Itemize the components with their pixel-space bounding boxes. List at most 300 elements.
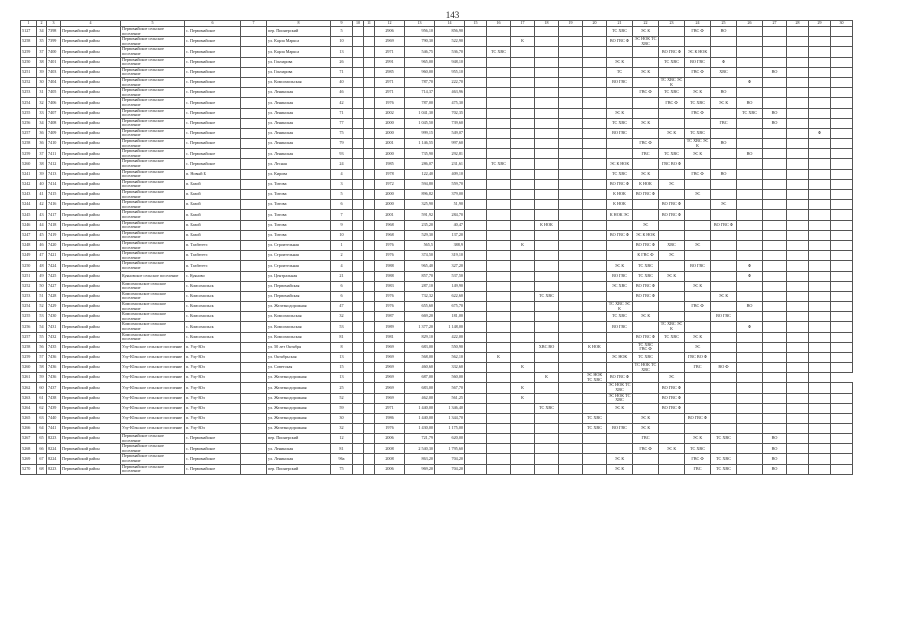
table-cell xyxy=(685,200,711,210)
table-cell xyxy=(659,352,685,362)
table-cell: 5264 xyxy=(21,403,37,413)
table-cell: ВО ГВС Ф xyxy=(607,230,633,240)
table-cell: 704,20 xyxy=(435,454,465,464)
table-cell xyxy=(737,88,763,98)
table-cell xyxy=(465,281,487,291)
table-cell: 7399 xyxy=(47,37,61,47)
table-cell: ХВС xyxy=(659,240,685,250)
table-cell: ЭС НОК ТС ХВС xyxy=(607,383,633,393)
table-cell xyxy=(535,322,559,332)
table-cell xyxy=(711,128,737,138)
table-cell: 32 xyxy=(37,98,47,108)
table-cell: 956,10 xyxy=(405,27,435,37)
table-cell: Первомайский район xyxy=(61,373,121,383)
table-cell: 5246 xyxy=(21,220,37,230)
table-cell xyxy=(487,190,511,200)
table-cell: 13 xyxy=(331,373,353,383)
table-cell: с. Первомайское xyxy=(185,37,241,47)
table-cell: ВО ГВС Ф xyxy=(659,403,685,413)
table-cell xyxy=(763,200,787,210)
table-cell xyxy=(737,27,763,37)
table-cell xyxy=(535,159,559,169)
table-cell: Первомайский район xyxy=(61,393,121,403)
table-cell xyxy=(763,88,787,98)
table-cell: Первомайское сельское поселение xyxy=(121,139,185,149)
table-cell xyxy=(787,149,809,159)
table-cell xyxy=(607,413,633,423)
table-cell: ул. Ленинская xyxy=(267,454,331,464)
table-cell: Первомайский район xyxy=(61,47,121,57)
table-cell xyxy=(364,108,375,118)
table-cell xyxy=(685,271,711,281)
table-cell: 5242 xyxy=(21,179,37,189)
table-cell xyxy=(465,149,487,159)
table-cell: 21 xyxy=(331,271,353,281)
table-cell xyxy=(583,128,607,138)
table-cell xyxy=(465,98,487,108)
table-cell xyxy=(487,261,511,271)
table-cell: ВО ГВС Ф xyxy=(633,281,659,291)
table-cell xyxy=(241,393,267,403)
table-cell xyxy=(583,393,607,403)
table-cell: с. Первомайское xyxy=(185,98,241,108)
table-cell xyxy=(583,464,607,474)
table-cell xyxy=(787,271,809,281)
table-cell: 5253 xyxy=(21,88,37,98)
table-cell: 49 xyxy=(37,271,47,281)
table-cell: 422,00 xyxy=(435,332,465,342)
table-cell xyxy=(559,77,583,87)
table-row xyxy=(21,169,853,179)
table-cell xyxy=(559,291,583,301)
table-cell xyxy=(487,210,511,220)
table-row xyxy=(21,434,853,444)
table-cell: ВО xyxy=(763,67,787,77)
table-cell xyxy=(559,118,583,128)
column-number-cell: 22 xyxy=(633,21,659,27)
table-cell xyxy=(364,128,375,138)
table-cell xyxy=(465,77,487,87)
table-cell xyxy=(465,47,487,57)
table-cell xyxy=(583,67,607,77)
table-cell: ЭС К xyxy=(659,444,685,454)
table-cell xyxy=(241,240,267,250)
table-cell xyxy=(659,464,685,474)
table-cell: К НОК xyxy=(607,200,633,210)
table-cell: 7440 xyxy=(47,413,61,423)
table-cell: 999,15 xyxy=(405,128,435,138)
table-cell xyxy=(511,210,535,220)
table-cell: 7415 xyxy=(47,190,61,200)
table-cell xyxy=(364,342,375,352)
table-cell xyxy=(787,301,809,311)
table-cell xyxy=(737,464,763,474)
table-cell xyxy=(241,108,267,118)
table-cell xyxy=(711,393,737,403)
table-cell xyxy=(711,210,737,220)
table-cell xyxy=(241,169,267,179)
table-cell xyxy=(809,118,831,128)
table-cell: 2971 xyxy=(375,77,405,87)
table-cell: 5258 xyxy=(21,342,37,352)
table-cell: Первомайское сельское поселение xyxy=(121,37,185,47)
table-cell xyxy=(787,128,809,138)
table-cell: ТС ХВС ГВС Ф xyxy=(633,342,659,352)
table-cell: с. Первомайское xyxy=(185,27,241,37)
table-cell xyxy=(763,27,787,37)
table-cell xyxy=(535,240,559,250)
table-cell xyxy=(487,464,511,474)
table-cell xyxy=(659,301,685,311)
table-cell: Первомайский район xyxy=(61,251,121,261)
table-cell: ВО ГВС Ф xyxy=(607,373,633,383)
table-row xyxy=(21,139,853,149)
table-cell xyxy=(487,413,511,423)
table-cell xyxy=(809,149,831,159)
table-cell: 5267 xyxy=(21,434,37,444)
table-cell xyxy=(763,230,787,240)
table-row xyxy=(21,118,853,128)
table-cell xyxy=(831,240,853,250)
table-cell: ТС ХВС xyxy=(659,332,685,342)
table-cell xyxy=(535,67,559,77)
table-cell xyxy=(487,230,511,240)
table-cell: ул. Титова xyxy=(267,230,331,240)
table-cell: 50 xyxy=(37,281,47,291)
table-cell: 5254 xyxy=(21,98,37,108)
table-cell xyxy=(659,454,685,464)
table-cell: Первомайский район xyxy=(61,210,121,220)
table-row xyxy=(21,179,853,189)
table-cell: 7430 xyxy=(47,312,61,322)
table-cell xyxy=(487,88,511,98)
table-cell xyxy=(535,423,559,433)
table-cell: 463,96 xyxy=(435,88,465,98)
table-cell: 669,20 xyxy=(405,312,435,322)
table-cell: ул. Железнодорожная xyxy=(267,301,331,311)
column-number-cell: 13 xyxy=(405,21,435,27)
table-cell xyxy=(241,352,267,362)
table-cell: 965,40 xyxy=(405,261,435,271)
table-cell xyxy=(583,312,607,322)
table-cell xyxy=(353,251,364,261)
table-cell: 2969 xyxy=(375,383,405,393)
table-cell: Первомайское сельское поселение xyxy=(121,464,185,474)
table-cell xyxy=(659,37,685,47)
column-number-cell: 6 xyxy=(185,21,241,27)
table-cell: 1 795,60 xyxy=(435,444,465,454)
table-cell: ЭС ХВС xyxy=(607,281,633,291)
table-cell xyxy=(711,108,737,118)
table-cell xyxy=(364,464,375,474)
table-cell: с. Первомайское xyxy=(185,88,241,98)
table-cell xyxy=(763,210,787,220)
table-row xyxy=(21,67,853,77)
table-cell: ул. Первомайская xyxy=(267,281,331,291)
table-cell: Первомайский район xyxy=(61,240,121,250)
table-row xyxy=(21,149,853,159)
table-cell xyxy=(353,159,364,169)
table-cell: 620,00 xyxy=(435,434,465,444)
table-cell xyxy=(465,403,487,413)
table-cell xyxy=(711,190,737,200)
table-cell: 47 xyxy=(37,251,47,261)
table-cell xyxy=(487,281,511,291)
table-cell xyxy=(487,220,511,230)
table-cell: 1 148,00 xyxy=(435,322,465,332)
table-cell: К xyxy=(535,373,559,383)
table-cell xyxy=(559,464,583,474)
table-cell xyxy=(711,271,737,281)
table-cell xyxy=(487,128,511,138)
table-cell xyxy=(241,98,267,108)
table-cell xyxy=(711,281,737,291)
table-cell: К xyxy=(511,37,535,47)
table-cell: Комсомольское сельское поселение xyxy=(121,281,185,291)
table-cell xyxy=(364,444,375,454)
table-cell xyxy=(535,464,559,474)
table-cell xyxy=(353,444,364,454)
table-cell xyxy=(633,47,659,57)
table-cell xyxy=(659,220,685,230)
table-cell xyxy=(737,342,763,352)
table-cell xyxy=(633,464,659,474)
table-cell: Улу-Юльское сельское поселение xyxy=(121,373,185,383)
table-cell xyxy=(607,332,633,342)
table-cell xyxy=(711,352,737,362)
table-cell: ТС ХВС xyxy=(607,118,633,128)
table-cell: 969,20 xyxy=(405,464,435,474)
table-cell xyxy=(737,47,763,57)
column-number-cell: 23 xyxy=(659,21,685,27)
table-cell xyxy=(353,149,364,159)
table-cell xyxy=(511,27,535,37)
table-cell: 81 xyxy=(331,332,353,342)
table-row xyxy=(21,190,853,200)
table-cell: Ф xyxy=(737,322,763,332)
table-cell: Куяновское сельское поселение xyxy=(121,271,185,281)
table-cell: 57 xyxy=(37,352,47,362)
table-cell: 7436 xyxy=(47,373,61,383)
table-cell xyxy=(607,251,633,261)
table-cell: ТС ХВС xyxy=(633,352,659,362)
table-cell: с. Первомайское xyxy=(185,108,241,118)
table-cell xyxy=(583,200,607,210)
table-cell xyxy=(787,291,809,301)
table-cell xyxy=(465,312,487,322)
table-cell xyxy=(787,37,809,47)
table-cell xyxy=(583,190,607,200)
table-cell xyxy=(465,88,487,98)
table-cell xyxy=(633,383,659,393)
table-cell: 5251 xyxy=(21,271,37,281)
table-cell: п. Базой xyxy=(185,210,241,220)
table-cell xyxy=(241,149,267,159)
table-cell: 1 440,00 xyxy=(405,413,435,423)
table-cell xyxy=(711,403,737,413)
table-cell xyxy=(487,383,511,393)
table-cell: Первомайский район xyxy=(61,139,121,149)
table-cell xyxy=(364,190,375,200)
table-cell xyxy=(685,251,711,261)
table-cell xyxy=(241,363,267,373)
table-cell: 2 xyxy=(331,251,353,261)
table-cell: 5249 xyxy=(21,251,37,261)
table-cell: Первомайское сельское поселение xyxy=(121,67,185,77)
table-cell xyxy=(763,383,787,393)
table-cell xyxy=(465,444,487,454)
table-cell xyxy=(353,434,364,444)
table-cell xyxy=(241,47,267,57)
table-cell xyxy=(364,98,375,108)
table-cell: Первомайское сельское поселение xyxy=(121,108,185,118)
table-cell xyxy=(737,67,763,77)
table-cell xyxy=(241,27,267,37)
table-cell: ЭС К xyxy=(633,423,659,433)
table-cell: ул. Кирова xyxy=(267,169,331,179)
table-cell: 60 xyxy=(37,383,47,393)
table-cell xyxy=(241,434,267,444)
table-cell xyxy=(353,240,364,250)
table-cell: ЭС К xyxy=(685,281,711,291)
table-cell xyxy=(831,261,853,271)
table-cell xyxy=(583,57,607,67)
table-cell xyxy=(364,169,375,179)
table-cell: ЭС К НОК xyxy=(607,159,633,169)
table-cell: 5256 xyxy=(21,118,37,128)
table-cell: ТС ХВС ЭС К xyxy=(659,77,685,87)
table-cell: ул. Строительная xyxy=(267,261,331,271)
table-cell xyxy=(633,322,659,332)
table-cell: ТС ХВС xyxy=(633,261,659,271)
table-cell xyxy=(487,363,511,373)
table-cell xyxy=(559,179,583,189)
table-cell xyxy=(535,393,559,403)
table-cell: ул. Ленинская xyxy=(267,118,331,128)
table-cell: ВО xyxy=(763,108,787,118)
table-cell xyxy=(241,291,267,301)
table-cell: 235,20 xyxy=(405,220,435,230)
table-cell xyxy=(511,444,535,454)
table-cell: ГВС Ф xyxy=(685,301,711,311)
table-cell: Первомайский район xyxy=(61,128,121,138)
table-cell xyxy=(831,149,853,159)
table-cell: 568,00 xyxy=(405,352,435,362)
column-number-cell: 29 xyxy=(809,21,831,27)
table-cell xyxy=(353,179,364,189)
table-cell: 5258 xyxy=(21,37,37,47)
table-cell xyxy=(511,352,535,362)
table-cell: 955,10 xyxy=(435,67,465,77)
table-cell: 1969 xyxy=(375,393,405,403)
table-cell xyxy=(659,67,685,77)
table-cell xyxy=(711,179,737,189)
table-cell: 137,20 xyxy=(435,230,465,240)
table-cell xyxy=(711,332,737,342)
table-cell: Первомайское сельское поселение xyxy=(121,261,185,271)
column-number-cell: 4 xyxy=(61,21,121,27)
table-cell: 2000 xyxy=(375,118,405,128)
table-cell xyxy=(659,230,685,240)
table-cell xyxy=(711,47,737,57)
table-cell xyxy=(364,230,375,240)
table-row xyxy=(21,271,853,281)
table-cell xyxy=(241,464,267,474)
table-cell: ул. Железнодорожная xyxy=(267,413,331,423)
table-cell: 55 xyxy=(37,332,47,342)
table-cell: 5256 xyxy=(21,322,37,332)
table-cell xyxy=(535,98,559,108)
table-cell xyxy=(583,139,607,149)
table-cell: 33 xyxy=(37,108,47,118)
table-cell xyxy=(831,47,853,57)
table-cell xyxy=(583,159,607,169)
table-cell: 71 xyxy=(331,67,353,77)
table-cell xyxy=(809,434,831,444)
table-cell: 75 xyxy=(331,128,353,138)
table-cell: 93 xyxy=(331,149,353,159)
table-cell: 739,60 xyxy=(435,118,465,128)
table-cell xyxy=(559,281,583,291)
table-cell: пер. Пионерский xyxy=(267,27,331,37)
table-cell xyxy=(607,98,633,108)
table-cell xyxy=(353,464,364,474)
table-cell xyxy=(737,190,763,200)
table-cell: 75 xyxy=(331,464,353,474)
table-cell: 2008 xyxy=(375,444,405,454)
table-cell xyxy=(487,98,511,108)
table-cell: с. Первомайское xyxy=(185,464,241,474)
table-cell xyxy=(353,230,364,240)
table-cell xyxy=(763,393,787,403)
table-cell: Ф xyxy=(711,57,737,67)
table-cell xyxy=(364,57,375,67)
table-cell: 12 xyxy=(331,434,353,444)
table-cell xyxy=(809,322,831,332)
table-cell: ЭС К xyxy=(633,67,659,77)
table-cell: 1969 xyxy=(375,352,405,362)
table-cell: К НОК xyxy=(583,342,607,352)
table-cell xyxy=(364,403,375,413)
table-cell xyxy=(737,393,763,403)
column-number-cell: 11 xyxy=(364,21,375,27)
table-cell: 1989 xyxy=(375,322,405,332)
table-cell: 1988 xyxy=(375,271,405,281)
table-cell: 5250 xyxy=(21,261,37,271)
table-row xyxy=(21,230,853,240)
table-cell: 325,90 xyxy=(405,200,435,210)
table-cell: 7435 xyxy=(47,342,61,352)
table-cell xyxy=(353,220,364,230)
table-cell: 2985 xyxy=(375,67,405,77)
table-cell: 5253 xyxy=(21,291,37,301)
table-cell: 26 xyxy=(331,57,353,67)
table-cell: ЭС К xyxy=(685,332,711,342)
table-cell xyxy=(607,240,633,250)
table-cell xyxy=(787,434,809,444)
table-cell xyxy=(535,37,559,47)
table-cell xyxy=(737,220,763,230)
table-cell: 2971 xyxy=(375,403,405,413)
table-cell xyxy=(711,322,737,332)
table-cell xyxy=(353,413,364,423)
table-cell: 7405 xyxy=(47,88,61,98)
table-cell: 7412 xyxy=(47,159,61,169)
table-cell xyxy=(659,118,685,128)
table-cell xyxy=(787,403,809,413)
table-cell: 7427 xyxy=(47,281,61,291)
table-cell: 7432 xyxy=(47,332,61,342)
